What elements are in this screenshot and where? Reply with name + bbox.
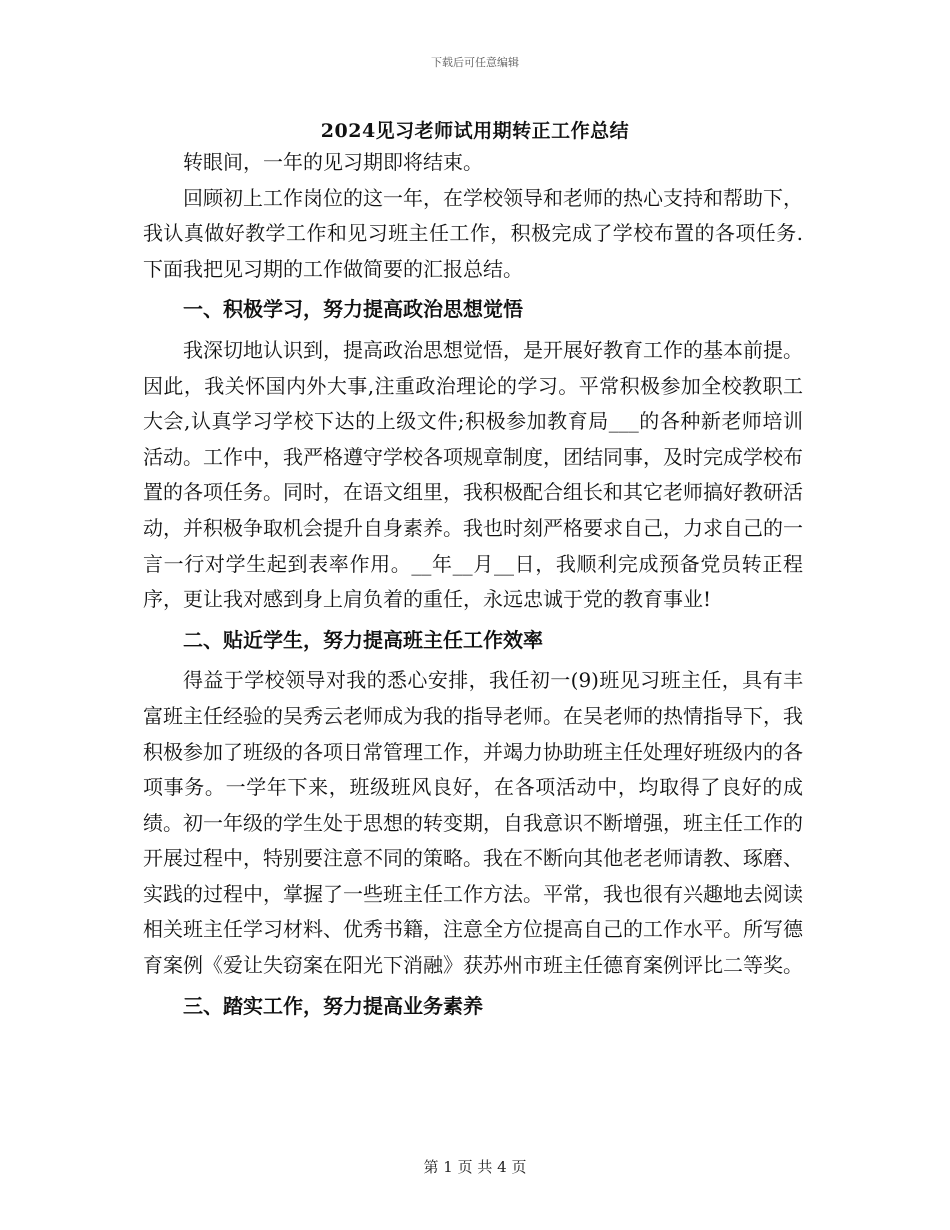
document-title: 2024见习老师试用期转正工作总结 xyxy=(320,120,630,142)
section-3-heading: 三、踏实工作，努力提高业务素养 xyxy=(183,993,483,1018)
section-1-paragraph: 我深切地认识到，提高政治思想觉悟，是开展好教育工作的基本前提。因此，我关怀国内外大事,注重政治理论的学习。平常积极参加全校教职工大会,认真学习学校下达的上级文件;积极参加教育局___的各种新老师培训活动。工作中，我严格遵守学校各项规章制度，团结同事，及时完成学校布置的各项任务。同时，在语文组里，我积极配合组长和其它老师搞好教研活动，并积极争取机会提升自身素养。我也时刻严格要求自己，力求自己的一言一行对学生起到表率作用。__年__月__日，我顺利完成预备党员转正程序，更让我对感到身上肩负着的重任，永远忠诚于党的教育事业! xyxy=(143,337,803,612)
document-body xyxy=(143,145,803,1029)
intro-paragraph-2: 回顾初上工作岗位的这一年，在学校领导和老师的热心支持和帮助下，我认真做好教学工作和见习班主任工作，积极完成了学校布置的各项任务.下面我把见习期的工作做简要的汇报总结。 xyxy=(143,185,803,281)
section-2-paragraph: 得益于学校领导对我的悉心安排，我任初一(9)班见习班主任，具有丰富班主任经验的吴秀云老师成为我的指导老师。在吴老师的热情指导下，我积极参加了班级的各项日常管理工作，并竭力协助班主任处理好班级内的各项事务。一学年下来，班级班风良好，在各项活动中，均取得了良好的成绩。初一年级的学生处于思想的转变期，自我意识不断增强，班主任工作的开展过程中，特别要注意不同的策略。我在不断向其他老老师请教、琢磨、实践的过程中，掌握了一些班主任工作方法。平常，我也很有兴趣地去阅读相关班主任学习材料、优秀书籍，注意全方位提高自己的工作水平。所写德育案例《爱让失窃案在阳光下消融》获苏州市班主任德育案例评比二等奖。 xyxy=(143,668,803,978)
section-1-heading: 一、积极学习，努力提高政治思想觉悟 xyxy=(183,297,523,322)
section-2-heading: 二、贴近学生，努力提高班主任工作效率 xyxy=(183,627,543,652)
intro-paragraph-1: 转眼间，一年的见习期即将结束。 xyxy=(183,150,483,174)
page-footer: 第 1 页 共 4 页 xyxy=(423,1158,527,1176)
header-note: 下载后可任意编辑 xyxy=(431,56,519,69)
